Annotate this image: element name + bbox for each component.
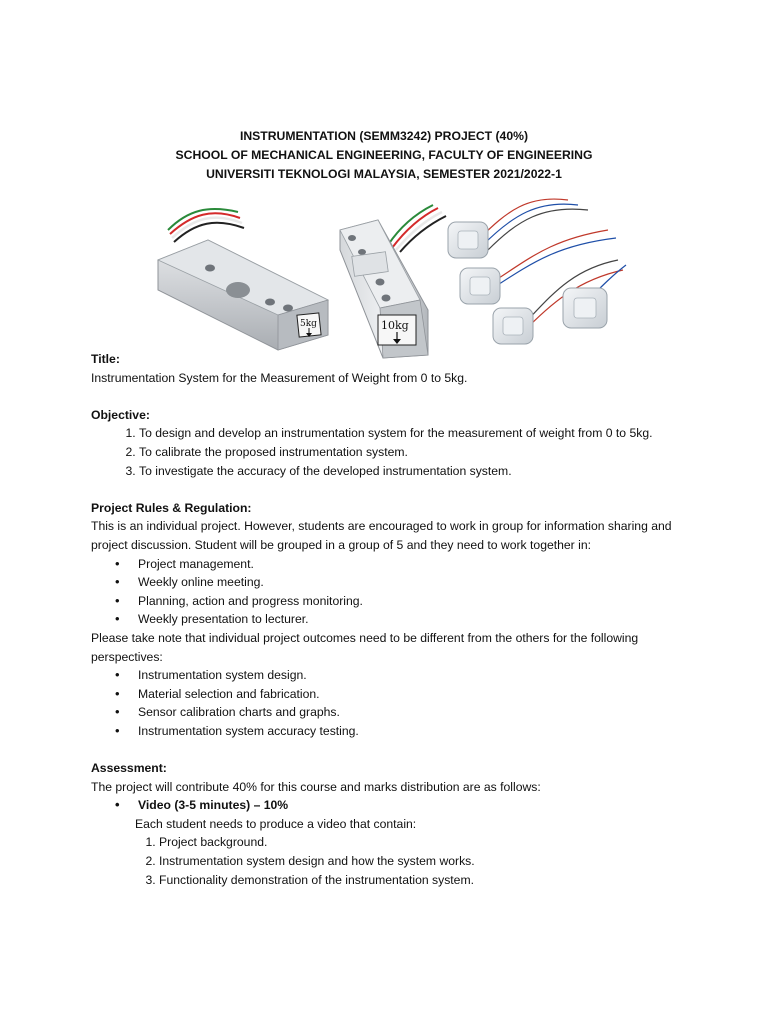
group-work-list (91, 555, 691, 629)
objective-item: 3. To investigate the accuracy of the developed instrumentation system. (139, 462, 691, 481)
assessment-intro: The project will contribute 40% for this course and marks distribution are as follows: (91, 779, 541, 794)
rules-intro: This is an individual project. However, students are encouraged to work in group for information sharing and project discussion. Student will be grouped in a group of 5 and they need to work together in: (91, 519, 672, 552)
group-work-item: • Planning, action and progress monitoring. (91, 592, 691, 611)
video-content-item: 3. Functionality demonstration of the instrumentation system. (159, 871, 691, 890)
perspective-item: • Instrumentation system accuracy testing. (91, 722, 691, 741)
assessment-video-item: • Video (3-5 minutes) – 10% (91, 796, 691, 815)
document-body (91, 350, 691, 889)
objective-item: 2. To calibrate the proposed instrumentation system. (139, 443, 691, 462)
video-requirements (91, 815, 691, 889)
group-work-item: • Weekly online meeting. (91, 573, 691, 592)
objective-list (91, 424, 691, 480)
load-cell-5kg-label: 5kg (300, 319, 317, 329)
rules-heading: Project Rules & Regulation: (91, 500, 252, 515)
rules-section (91, 499, 691, 741)
objective-item: 1. To design and develop an instrumentation system for the measurement of weight from 0 to 5kg. (139, 424, 691, 443)
group-work-item: • Weekly presentation to lecturer. (91, 610, 691, 629)
document-header (0, 127, 768, 184)
objective-heading: Objective: (91, 407, 150, 422)
assessment-list (91, 796, 691, 815)
load-cell-illustration (148, 190, 628, 360)
video-description: Each student needs to produce a video that contain: (135, 816, 417, 831)
title-heading: Title: (91, 352, 120, 366)
perspective-item: • Sensor calibration charts and graphs. (91, 703, 691, 722)
title-section (91, 350, 691, 387)
group-work-item: • Project management. (91, 555, 691, 574)
header-course-title: INSTRUMENTATION (SEMM3242) PROJECT (40%) (239, 129, 529, 143)
title-text: Instrumentation System for the Measurement of Weight from 0 to 5kg. (91, 370, 468, 385)
assessment-section (91, 759, 691, 889)
load-cell-images (148, 190, 628, 360)
video-content-item: 1. Project background. (159, 833, 691, 852)
pressure-sensor-pads-image (448, 199, 626, 344)
perspective-item: • Material selection and fabrication. (91, 685, 691, 704)
video-content-item: 2. Instrumentation system design and how the system works. (159, 852, 691, 871)
rules-note: Please take note that individual project outcomes need to be different from the others for the following perspectives: (91, 630, 639, 664)
video-content-list (135, 833, 691, 889)
assessment-heading: Assessment: (91, 761, 167, 776)
load-cell-10kg-image (340, 205, 446, 358)
objective-section (91, 406, 691, 480)
perspective-item: • Instrumentation system design. (91, 666, 691, 685)
load-cell-10kg-label: 10kg (381, 319, 409, 332)
header-school: SCHOOL OF MECHANICAL ENGINEERING, FACULTY OF ENGINEERING (175, 148, 593, 162)
load-cell-5kg-image (158, 209, 328, 350)
perspective-list (91, 666, 691, 740)
header-university: UNIVERSITI TEKNOLOGI MALAYSIA, SEMESTER 2021/2022-1 (206, 167, 562, 181)
